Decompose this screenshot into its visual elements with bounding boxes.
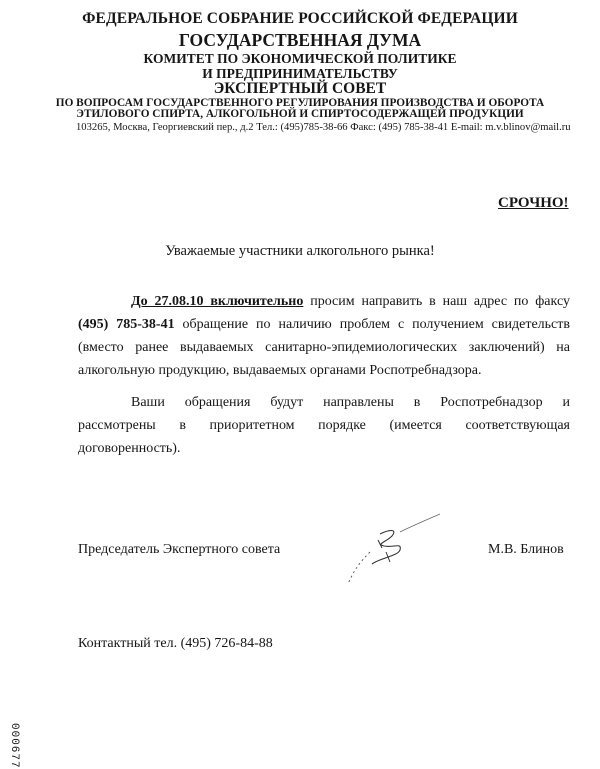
- signatory-name: М.В. Блинов: [488, 542, 564, 557]
- fax-number: (495) 785-38-41: [78, 317, 175, 332]
- paragraph1-line1-rest: просим направить в наш адрес по факсу: [303, 294, 570, 309]
- header-subject-line1: ПО ВОПРОСАМ ГОСУДАРСТВЕННОГО РЕГУЛИРОВАНИЯ ПРОИЗВОДСТВА И ОБОРОТА: [55, 97, 545, 109]
- header-address: 103265, Москва, Георгиевский пер., д.2 Тел.: (495)785-38-66 Факс: (495) 785-38-41 E-mail: m.v.blinov@mail.ru: [76, 122, 571, 133]
- handwritten-signature-icon: [340, 512, 450, 592]
- paragraph2-line3: договоренность).: [78, 441, 181, 456]
- paragraph2-line1: Ваши обращения будут направлены в Роспотребнадзор и: [131, 395, 570, 410]
- header-committee: КОМИТЕТ ПО ЭКОНОМИЧЕСКОЙ ПОЛИТИКЕ: [143, 51, 457, 66]
- header-state-duma: ГОСУДАРСТВЕННАЯ ДУМА: [178, 30, 422, 50]
- document-stamp-number: 000677: [8, 723, 20, 769]
- paragraph1-line4: алкогольную продукцию, выдаваемых органами Роспотребнадзора.: [78, 363, 482, 378]
- paragraph1-line3: (вместо ранее выдаваемых санитарно-эпидемиологических заключений) на: [78, 340, 570, 355]
- paragraph2-line2: рассмотрены в приоритетном порядке (имеется соответствующая: [78, 418, 570, 433]
- paragraph1-line2: [78, 314, 570, 337]
- header-committee-cont: И ПРЕДПРИНИМАТЕЛЬСТВУ: [202, 66, 398, 81]
- paragraph1-line2-rest: обращение по наличию проблем с получением свидетельств: [174, 317, 570, 332]
- urgent-mark: СРОЧНО!: [498, 195, 569, 211]
- header-subject-line2: ЭТИЛОВОГО СПИРТА, АЛКОГОЛЬНОЙ И СПИРТОСОДЕРЖАЩЕЙ ПРОДУКЦИИ: [76, 108, 524, 120]
- deadline-text: До 27.08.10 включительно: [131, 294, 304, 309]
- signature-label: Председатель Экспертного совета: [78, 542, 281, 557]
- header-expert-council: ЭКСПЕРТНЫЙ СОВЕТ: [213, 80, 387, 97]
- paragraph1-line1: [78, 291, 570, 314]
- greeting: Уважаемые участники алкогольного рынка!: [165, 243, 435, 259]
- contact-phone: Контактный тел. (495) 726-84-88: [78, 636, 273, 651]
- header-federal-assembly: ФЕДЕРАЛЬНОЕ СОБРАНИЕ РОССИЙСКОЙ ФЕДЕРАЦИИ: [82, 10, 518, 27]
